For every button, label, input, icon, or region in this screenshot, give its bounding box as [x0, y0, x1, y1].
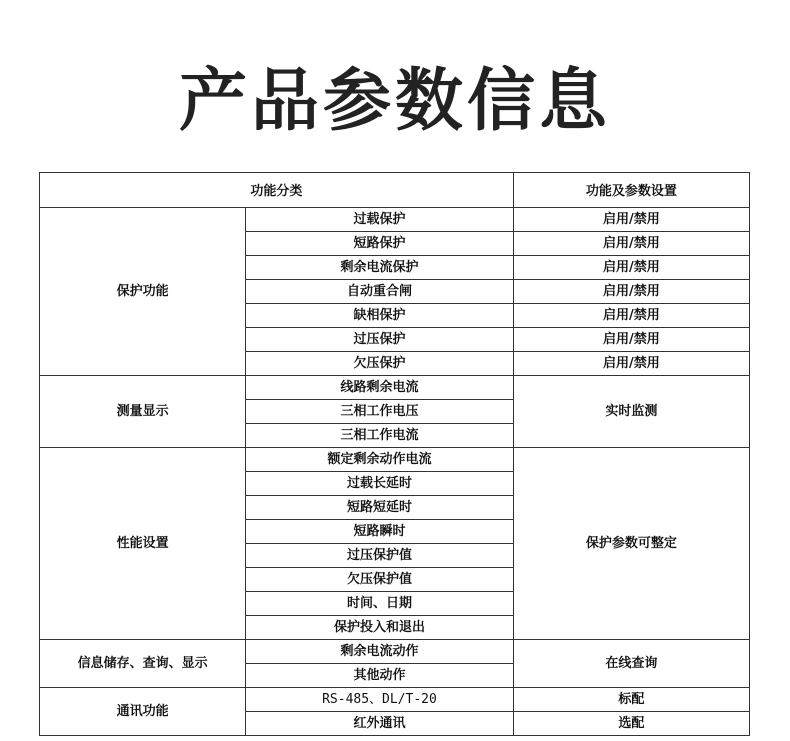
table-row — [40, 376, 750, 400]
setting-cell: 启用/禁用 — [513, 208, 749, 232]
setting-cell-storage: 在线查询 — [513, 640, 749, 688]
feature-cell: 欠压保护值 — [246, 568, 513, 592]
feature-cell: RS-485、DL/T-20 — [246, 688, 513, 712]
feature-cell: 过载长延时 — [246, 472, 513, 496]
setting-cell: 标配 — [513, 688, 749, 712]
header-function-category: 功能分类 — [40, 173, 514, 208]
feature-cell: 自动重合闸 — [246, 280, 513, 304]
feature-cell: 时间、日期 — [246, 592, 513, 616]
parameter-table — [39, 172, 750, 736]
feature-cell: 短路短延时 — [246, 496, 513, 520]
feature-cell: 额定剩余动作电流 — [246, 448, 513, 472]
setting-cell: 启用/禁用 — [513, 304, 749, 328]
header-function-and-params: 功能及参数设置 — [513, 173, 749, 208]
setting-cell: 启用/禁用 — [513, 256, 749, 280]
feature-cell: 过压保护 — [246, 328, 513, 352]
table-header-row — [40, 173, 750, 208]
feature-cell: 过载保护 — [246, 208, 513, 232]
category-protection: 保护功能 — [40, 208, 246, 376]
feature-cell: 三相工作电流 — [246, 424, 513, 448]
feature-cell: 剩余电流动作 — [246, 640, 513, 664]
table-row — [40, 208, 750, 232]
category-communication: 通讯功能 — [40, 688, 246, 736]
setting-cell: 启用/禁用 — [513, 232, 749, 256]
setting-cell-performance: 保护参数可整定 — [513, 448, 749, 640]
feature-cell: 短路保护 — [246, 232, 513, 256]
setting-cell-measurement: 实时监测 — [513, 376, 749, 448]
page-title: 产品参数信息 — [178, 62, 611, 141]
feature-cell: 其他动作 — [246, 664, 513, 688]
feature-cell: 线路剩余电流 — [246, 376, 513, 400]
feature-cell: 三相工作电压 — [246, 400, 513, 424]
feature-cell: 欠压保护 — [246, 352, 513, 376]
setting-cell: 启用/禁用 — [513, 352, 749, 376]
feature-cell: 红外通讯 — [246, 712, 513, 736]
setting-cell: 启用/禁用 — [513, 280, 749, 304]
table-row — [40, 688, 750, 712]
feature-cell: 保护投入和退出 — [246, 616, 513, 640]
table-row — [40, 640, 750, 664]
category-performance: 性能设置 — [40, 448, 246, 640]
setting-cell: 选配 — [513, 712, 749, 736]
setting-cell: 启用/禁用 — [513, 328, 749, 352]
category-measurement: 测量显示 — [40, 376, 246, 448]
category-storage: 信息储存、查询、显示 — [40, 640, 246, 688]
feature-cell: 短路瞬时 — [246, 520, 513, 544]
feature-cell: 过压保护值 — [246, 544, 513, 568]
feature-cell: 缺相保护 — [246, 304, 513, 328]
table-row — [40, 448, 750, 472]
feature-cell: 剩余电流保护 — [246, 256, 513, 280]
